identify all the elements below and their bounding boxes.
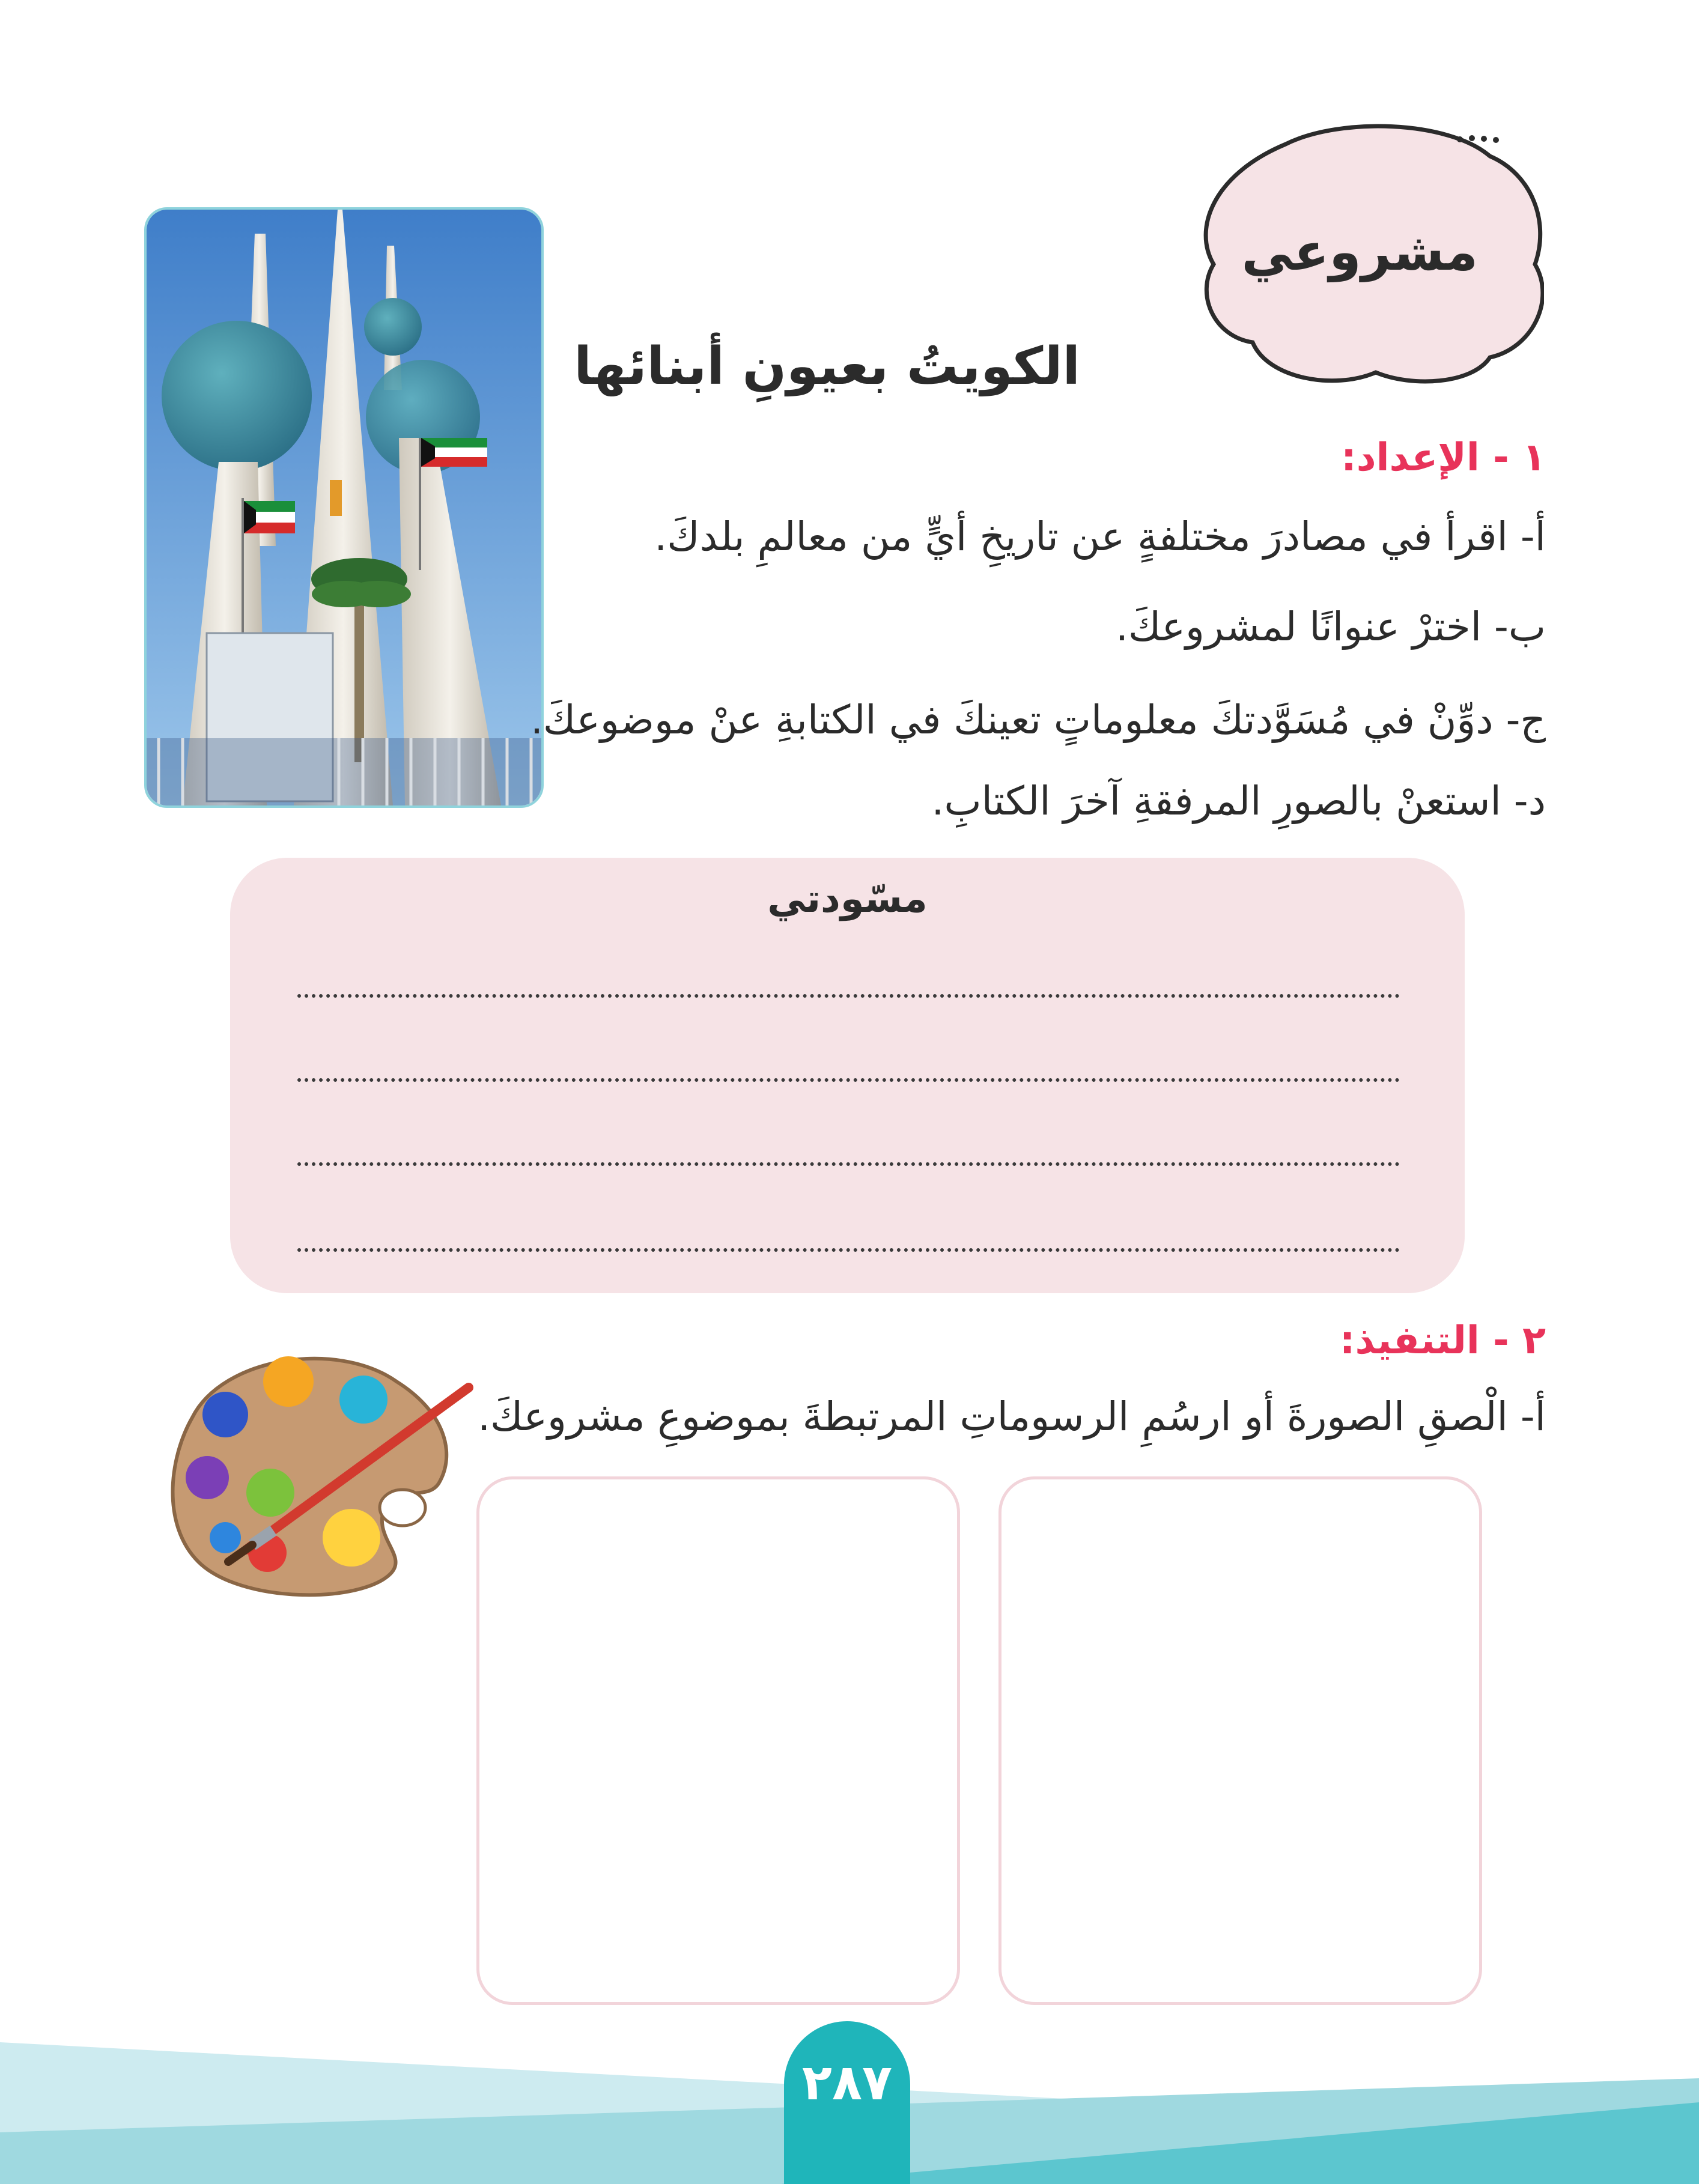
preparation-heading: ١ - الإعداد: xyxy=(1341,435,1546,480)
execution-item-a: أ- الْصقِ الصورةَ أو ارسُمِ الرسوماتِ المرتبطةَ بموضوعِ مشروعكَ. xyxy=(478,1394,1546,1440)
draft-writing-line[interactable] xyxy=(297,994,1400,998)
page-number: ٢٨٧ xyxy=(801,2054,893,2111)
draft-writing-line[interactable] xyxy=(297,1162,1400,1166)
preparation-item-d: د- استعنْ بالصورِ المرفقةِ آخرَ الكتابِ. xyxy=(931,778,1546,824)
drawing-frame-right[interactable] xyxy=(998,1476,1482,2005)
draft-writing-line[interactable] xyxy=(297,1248,1400,1252)
execution-heading: ٢ - التنفيذ: xyxy=(1339,1318,1546,1363)
kuwait-towers-photo xyxy=(144,207,544,808)
draft-title: مسّودتي xyxy=(767,877,928,921)
draft-box xyxy=(230,858,1465,1293)
preparation-item-b: ب- اخترْ عنوانًا لمشروعكَ. xyxy=(1116,604,1546,650)
preparation-item-c: ج- دوِّنْ في مُسَوَّدتكَ معلوماتٍ تعينكَ في الكتابةِ عنْ موضوعكَ. xyxy=(530,697,1546,743)
draft-writing-line[interactable] xyxy=(297,1078,1400,1082)
kuwait-towers-illustration xyxy=(147,210,541,805)
drawing-frame-left[interactable] xyxy=(476,1476,960,2005)
paint-palette-icon xyxy=(156,1333,481,1610)
page-title: الكويتُ بعيونِ أبنائها xyxy=(574,336,1080,396)
preparation-item-a: أ- اقرأ في مصادرَ مختلفةٍ عن تاريخِ أيٍّ من معالمِ بلدكَ. xyxy=(654,514,1546,560)
project-badge-label: مشروعي xyxy=(1241,222,1478,282)
